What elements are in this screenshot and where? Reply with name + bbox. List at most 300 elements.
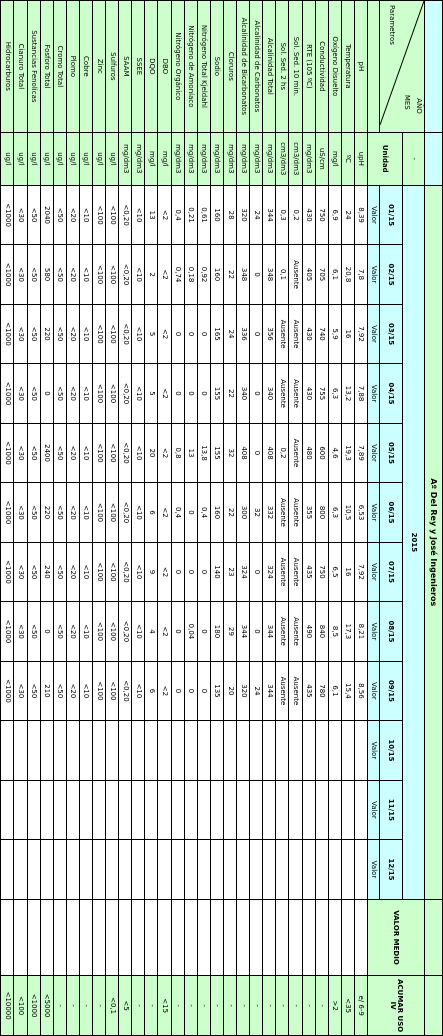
value-cell: <20: [66, 661, 79, 720]
value-cell: 435: [302, 542, 315, 601]
value-cell: [53, 780, 66, 839]
value-cell: 29: [223, 602, 236, 661]
value-cell: <30: [14, 245, 27, 304]
value-cell: 356: [263, 304, 276, 363]
value-cell: 0,2: [276, 423, 289, 482]
value-cell: <100: [93, 542, 106, 601]
parameter-unit: ug/l: [40, 132, 53, 185]
valor-label: Valor: [368, 364, 380, 423]
valor-label: Valor: [368, 423, 380, 482]
value-cell: 22: [223, 483, 236, 542]
acumar-limit-cell: <5: [119, 976, 132, 1036]
acumar-limit-cell: -: [289, 976, 302, 1036]
parameter-unit: ug/l: [27, 132, 40, 185]
value-cell: <0,20: [119, 423, 132, 482]
value-cell: [184, 780, 197, 839]
value-cell: Ausente: [276, 483, 289, 542]
value-cell: <100: [93, 185, 106, 244]
value-cell: <1000: [1, 542, 14, 601]
value-cell: 6: [145, 483, 158, 542]
value-cell: <100: [93, 483, 106, 542]
valor-label: Valor: [368, 483, 380, 542]
acumar-limit-cell: -: [223, 976, 236, 1036]
valor-medio-cell: [210, 899, 223, 975]
value-cell: [250, 840, 263, 900]
acumar-limit-cell: >2: [328, 976, 341, 1036]
table-row: [341, 1, 354, 1036]
value-cell: <30: [14, 185, 27, 244]
parameter-name: Nitrógeno Orgánico: [171, 1, 184, 133]
table-row: [184, 1, 197, 1036]
parameter-unit: mg/dm3: [223, 132, 236, 185]
value-cell: [14, 780, 27, 839]
value-cell: [223, 721, 236, 780]
value-cell: [40, 721, 53, 780]
value-cell: 32: [223, 423, 236, 482]
value-cell: 0: [197, 602, 210, 661]
valor-medio-cell: [263, 899, 276, 975]
value-cell: 344: [263, 602, 276, 661]
value-cell: <2: [158, 423, 171, 482]
parameter-name: Cobre: [79, 1, 92, 133]
value-cell: <30: [14, 661, 27, 720]
parameter-name: DBO: [158, 1, 171, 133]
table-row: [171, 1, 184, 1036]
value-cell: 17,3: [341, 602, 354, 661]
value-cell: 13: [145, 185, 158, 244]
value-cell: <10: [132, 483, 145, 542]
value-cell: <2: [158, 602, 171, 661]
value-cell: 140: [210, 542, 223, 601]
value-cell: [79, 721, 92, 780]
valor-medio-cell: [1, 899, 14, 975]
year-dash: -: [403, 132, 425, 185]
value-cell: <100: [106, 185, 119, 244]
valor-label: Valor: [368, 185, 380, 244]
value-cell: 0: [184, 304, 197, 363]
table-row: [237, 1, 250, 1036]
table-row: [27, 1, 40, 1036]
value-cell: <2: [158, 542, 171, 601]
parameter-name: Cromo Total: [53, 1, 66, 133]
value-cell: <1000: [1, 483, 14, 542]
acumar-limit-cell: <1000: [27, 976, 40, 1036]
value-cell: <10: [79, 245, 92, 304]
value-cell: 0: [40, 602, 53, 661]
value-cell: <30: [14, 304, 27, 363]
value-cell: 344: [263, 661, 276, 720]
parameter-unit: mg/dm3: [197, 132, 210, 185]
value-cell: [132, 840, 145, 900]
value-cell: <20: [66, 483, 79, 542]
value-cell: 348: [237, 245, 250, 304]
valor-medio-cell: [93, 899, 106, 975]
mes-label: MES: [403, 94, 411, 110]
value-cell: [119, 721, 132, 780]
value-cell: [27, 721, 40, 780]
value-cell: 0,61: [197, 185, 210, 244]
value-cell: 0: [171, 661, 184, 720]
value-cell: 0,21: [184, 185, 197, 244]
value-cell: 750: [315, 542, 328, 601]
value-cell: 348: [263, 245, 276, 304]
parameter-name: DQO: [145, 1, 158, 133]
parameter-name: pH: [354, 1, 367, 133]
valor-label: Valor: [368, 602, 380, 661]
value-cell: [276, 840, 289, 900]
acumar-limit-cell: -: [79, 976, 92, 1036]
valor-medio-cell: [223, 899, 236, 975]
acumar-limit-cell: -: [66, 976, 79, 1036]
parameter-unit: upH: [354, 132, 367, 185]
value-cell: <100: [93, 602, 106, 661]
value-cell: 435: [302, 661, 315, 720]
month-header: 08/15: [380, 602, 403, 661]
parameter-unit: mg/dm3: [263, 132, 276, 185]
value-cell: [276, 780, 289, 839]
value-cell: <50: [53, 661, 66, 720]
acumar-limit-cell: <15: [158, 976, 171, 1036]
valor-label: Valor: [368, 840, 380, 900]
parameter-unit: uS/cm: [315, 132, 328, 185]
valor-medio-cell: [79, 899, 92, 975]
value-cell: 0: [171, 304, 184, 363]
table-row: [132, 1, 145, 1036]
value-cell: 320: [237, 661, 250, 720]
table-row: [263, 1, 276, 1036]
value-cell: [341, 780, 354, 839]
medio-blank: [425, 899, 443, 975]
month-header: 10/15: [380, 721, 403, 780]
value-cell: <0,20: [119, 304, 132, 363]
value-cell: [237, 840, 250, 900]
valor-medio-cell: [106, 899, 119, 975]
acumar-limit-cell: -: [302, 976, 315, 1036]
parameter-unit: mg/dm3: [210, 132, 223, 185]
value-cell: 19,3: [341, 423, 354, 482]
value-cell: [315, 840, 328, 900]
value-cell: [158, 840, 171, 900]
value-cell: <50: [53, 185, 66, 244]
value-cell: [315, 780, 328, 839]
parameter-name: Cloruros: [223, 1, 236, 133]
acumar-limit-cell: -: [237, 976, 250, 1036]
value-cell: <30: [14, 602, 27, 661]
valor-medio-cell: [354, 899, 367, 975]
value-cell: [14, 840, 27, 900]
table-row: [14, 1, 27, 1036]
value-cell: [341, 721, 354, 780]
value-cell: [53, 840, 66, 900]
table-row: [223, 1, 236, 1036]
parameter-unit: ug/l: [79, 132, 92, 185]
value-cell: 5: [145, 304, 158, 363]
value-cell: 0: [197, 304, 210, 363]
value-cell: 20: [145, 423, 158, 482]
table-row: [53, 1, 66, 1036]
value-cell: [171, 840, 184, 900]
table-row: [354, 1, 367, 1036]
month-header: 04/15: [380, 364, 403, 423]
parameter-unit: cm3/dm3: [276, 132, 289, 185]
value-cell: [354, 840, 367, 900]
value-cell: Ausente: [289, 542, 302, 601]
valor-medio-cell: [315, 899, 328, 975]
value-cell: <30: [14, 542, 27, 601]
table-row: [158, 1, 171, 1036]
value-cell: <100: [106, 304, 119, 363]
table-row: [250, 1, 263, 1036]
value-cell: 0,8: [171, 423, 184, 482]
parameter-unit: mg/dm3: [302, 132, 315, 185]
parameter-unit: mg/dm3: [250, 132, 263, 185]
parameter-name: Sol. Sed. 2 hs: [276, 1, 289, 133]
table-row: [289, 1, 302, 1036]
acumar-limit-cell: <10000: [1, 976, 14, 1036]
value-cell: <100: [93, 304, 106, 363]
value-cell: <10: [79, 304, 92, 363]
value-cell: 155: [210, 364, 223, 423]
value-cell: <0,20: [119, 483, 132, 542]
parameter-name: Temperatura: [341, 1, 354, 133]
value-cell: [158, 780, 171, 839]
parameter-name: Oxígeno Disuelto: [328, 1, 341, 133]
value-cell: <10: [79, 542, 92, 601]
value-cell: 0: [184, 483, 197, 542]
value-cell: <50: [53, 423, 66, 482]
value-cell: [354, 780, 367, 839]
value-cell: <50: [27, 661, 40, 720]
value-cell: [210, 780, 223, 839]
valor-medio-cell: [171, 899, 184, 975]
value-cell: <10: [132, 661, 145, 720]
value-cell: 0: [171, 542, 184, 601]
value-cell: 8,5: [328, 602, 341, 661]
valor-medio-cell: [302, 899, 315, 975]
table-row: [79, 1, 92, 1036]
value-cell: 0: [184, 542, 197, 601]
value-cell: <20: [66, 423, 79, 482]
value-cell: 7,88: [354, 364, 367, 423]
valor-medio-cell: [27, 899, 40, 975]
value-cell: [106, 780, 119, 839]
parameter-name: Sulfuros: [106, 1, 119, 133]
value-cell: <10: [132, 602, 145, 661]
value-cell: <1000: [1, 661, 14, 720]
value-cell: <1000: [1, 245, 14, 304]
value-cell: 24: [341, 185, 354, 244]
value-cell: 340: [263, 364, 276, 423]
value-cell: [237, 721, 250, 780]
value-cell: 430: [302, 185, 315, 244]
value-cell: <30: [14, 483, 27, 542]
value-cell: [145, 780, 158, 839]
table-row: [276, 1, 289, 1036]
month-header: 06/15: [380, 483, 403, 542]
value-cell: [106, 721, 119, 780]
value-cell: 7,92: [354, 304, 367, 363]
value-cell: 13,8: [197, 423, 210, 482]
value-cell: [106, 840, 119, 900]
value-cell: 800: [315, 483, 328, 542]
value-cell: <100: [106, 602, 119, 661]
value-cell: 22: [223, 245, 236, 304]
value-cell: <10: [79, 483, 92, 542]
value-cell: [171, 780, 184, 839]
value-cell: [1, 840, 14, 900]
value-cell: 180: [210, 602, 223, 661]
value-cell: [1, 780, 14, 839]
value-cell: 220: [40, 483, 53, 542]
value-cell: 0,3: [276, 185, 289, 244]
acumar-limit-cell: -: [184, 976, 197, 1036]
value-cell: [289, 721, 302, 780]
value-cell: 0: [250, 602, 263, 661]
value-cell: 0,4: [171, 185, 184, 244]
valor-label: Valor: [368, 542, 380, 601]
value-cell: <10: [79, 602, 92, 661]
value-cell: 840: [315, 602, 328, 661]
value-cell: [197, 780, 210, 839]
value-cell: 0: [197, 661, 210, 720]
value-cell: 9: [145, 542, 158, 601]
value-cell: 8,39: [354, 185, 367, 244]
table-row: [93, 1, 106, 1036]
value-cell: 344: [237, 602, 250, 661]
value-cell: 6,5: [328, 542, 341, 601]
value-cell: 0: [171, 364, 184, 423]
parameter-name: Sustancias Fenolicas: [27, 1, 40, 133]
value-cell: 155: [210, 423, 223, 482]
parameter-name: RTE (105 ºC): [302, 1, 315, 133]
value-cell: <50: [53, 542, 66, 601]
parameter-unit: ug/l: [53, 132, 66, 185]
month-header: 07/15: [380, 542, 403, 601]
value-cell: 340: [237, 364, 250, 423]
parameter-unit: mg/l: [328, 132, 341, 185]
unidad-header: Unidad: [368, 132, 403, 185]
value-cell: [66, 780, 79, 839]
parameter-name: Cianuro Total: [14, 1, 27, 133]
value-cell: <100: [93, 364, 106, 423]
parameter-name: Hidrocarburos: [1, 1, 14, 133]
month-header: 02/15: [380, 245, 403, 304]
value-cell: <100: [93, 423, 106, 482]
param-blank: [368, 1, 380, 133]
value-cell: [223, 840, 236, 900]
value-cell: <20: [66, 364, 79, 423]
valor-medio-cell: [184, 899, 197, 975]
value-cell: 600: [315, 423, 328, 482]
acumar-header: ACUMAR USO IV: [368, 976, 425, 1036]
value-cell: <50: [53, 602, 66, 661]
unit-blank: [425, 132, 443, 185]
parameter-unit: ug/l: [14, 132, 27, 185]
parameter-unit: ug/l: [66, 132, 79, 185]
value-cell: 580: [40, 245, 53, 304]
value-cell: <20: [66, 185, 79, 244]
value-cell: 480: [302, 423, 315, 482]
value-cell: [276, 721, 289, 780]
value-cell: <100: [93, 245, 106, 304]
value-cell: 24: [250, 661, 263, 720]
value-cell: 6,3: [328, 364, 341, 423]
parametros-label: Parametros: [388, 5, 396, 45]
value-cell: 16: [341, 542, 354, 601]
parameter-unit: ug/l: [93, 132, 106, 185]
table-row: [40, 1, 53, 1036]
value-cell: <50: [27, 483, 40, 542]
value-cell: 10,5: [341, 483, 354, 542]
value-cell: 755: [315, 364, 328, 423]
value-cell: [184, 840, 197, 900]
parameter-name: Alcalinidad de Carbonatos: [250, 1, 263, 133]
value-cell: [302, 840, 315, 900]
value-cell: 22: [223, 364, 236, 423]
value-cell: 0: [250, 423, 263, 482]
parameter-unit: mg/dm3: [119, 132, 132, 185]
value-cell: <20: [66, 245, 79, 304]
value-cell: 20,8: [341, 245, 354, 304]
value-cell: <50: [27, 602, 40, 661]
valor-medio-cell: [158, 899, 171, 975]
acumar-limit-cell: -: [197, 976, 210, 1036]
table-row: [106, 1, 119, 1036]
value-cell: Ausente: [289, 304, 302, 363]
value-cell: 750: [315, 185, 328, 244]
valor-medio-cell: [132, 899, 145, 975]
valor-label: Valor: [368, 304, 380, 363]
parameter-name: Zinc: [93, 1, 106, 133]
parameter-unit: cm3/dm3: [289, 132, 302, 185]
value-cell: 0,74: [171, 245, 184, 304]
acumar-limit-cell: <0,1: [106, 976, 119, 1036]
value-cell: 0: [250, 245, 263, 304]
value-cell: <0,20: [119, 661, 132, 720]
parameter-name: SAAM: [119, 1, 132, 133]
value-cell: 15,4: [341, 661, 354, 720]
valor-medio-header: VALOR MEDIO: [368, 899, 425, 975]
value-cell: [210, 840, 223, 900]
acumar-limit-cell: <5000: [40, 976, 53, 1036]
value-cell: [328, 721, 341, 780]
value-cell: [223, 780, 236, 839]
valor-medio-cell: [250, 899, 263, 975]
valor-medio-cell: [276, 899, 289, 975]
value-cell: 6,3: [328, 483, 341, 542]
value-cell: [328, 840, 341, 900]
value-cell: <1000: [1, 602, 14, 661]
value-cell: 0: [197, 542, 210, 601]
value-cell: 0,4: [171, 483, 184, 542]
parameter-unit: mg/dm3: [184, 132, 197, 185]
valor-label: Valor: [368, 721, 380, 780]
value-cell: <2: [158, 364, 171, 423]
valor-medio-cell: [237, 899, 250, 975]
value-cell: 24: [250, 185, 263, 244]
month-header: 11/15: [380, 780, 403, 839]
value-cell: 2: [145, 245, 158, 304]
value-cell: 7,89: [354, 423, 367, 482]
corner-blank: [425, 1, 443, 133]
value-cell: <10: [79, 185, 92, 244]
value-cell: <10: [132, 364, 145, 423]
parameter-unit: ºC: [341, 132, 354, 185]
value-cell: 332: [263, 483, 276, 542]
value-cell: <10: [79, 423, 92, 482]
value-cell: 324: [237, 542, 250, 601]
acumar-limit-cell: -: [210, 976, 223, 1036]
